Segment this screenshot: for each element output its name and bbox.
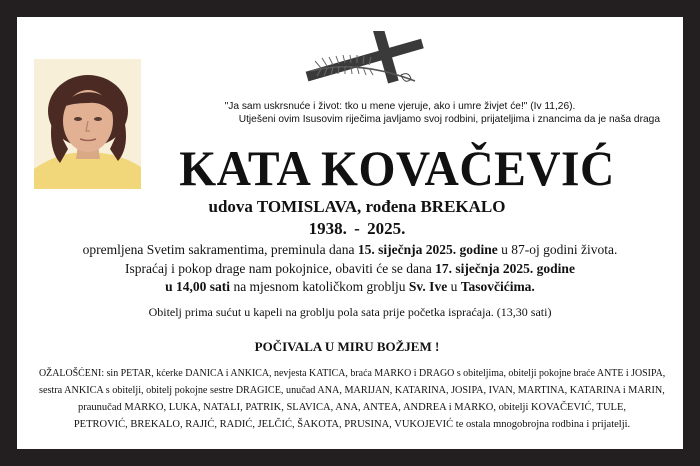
widow-maiden-name: udova TOMISLAVA, rođena BREKALO <box>208 197 506 216</box>
obituary-card <box>17 17 683 449</box>
mourners-line: PETROVIĆ, BREKALO, RAJIĆ, RADIĆ, JELČIĆ, ŠAKOTA, PRUSINA, VUKOJEVIĆ te ostala mnogobrojna rodbina i prijatelji. <box>73 419 631 430</box>
deceased-name: KATA KOVAČEVIĆ <box>179 140 615 196</box>
mourners-line: OŽALOŠĆENI: sin PETAR, kćerke DANICA i ANKICA, nevjesta KATICA, braća MARKO i DRAGO s obiteljima, obitelji pokojne braće ANTE i JOSIPA, <box>39 368 666 379</box>
mourners-list <box>39 365 665 433</box>
rest-in-peace: POČIVALA U MIRU BOŽJEM ! <box>254 339 440 354</box>
funeral-details <box>35 241 665 321</box>
bible-quote <box>140 100 660 126</box>
quote-line: "Ja sam uskrsnuće i život: tko u mene vjeruje, ako i umre živjet će!" (Iv 11,26). <box>224 101 576 112</box>
cross-with-palm-icon <box>297 31 433 91</box>
announcement-line: Utješeni ovim Isusovim riječima javljamo svoj rodbini, prijateljima i znancima da je naša draga <box>238 114 660 125</box>
funeral-date-line: Ispraćaj i pokop drage nam pokojnice, obaviti će se dana 17. siječnja 2025. godine <box>125 260 575 276</box>
condolences-line: Obitelj prima sućut u kapeli na groblju pola sata prije početka ispraćaja. (13,30 sati) <box>148 304 552 319</box>
portrait-photo <box>34 59 141 189</box>
life-years: 1938. - 2025. <box>308 219 406 238</box>
mourners-line: praunučad MARKO, LUKA, NATALI, PATRIK, SLAVICA, ANA, ANTEA, ANDREA i MARKO, obitelji KOVAČEVIĆ, TULE, <box>78 402 626 413</box>
mourners-line: sestra ANKICA s obitelji, obitelj pokojne sestre DRAGICE, unučad ANA, MARIJAN, KATARINA, JOSIPA, IVAN, MARTINA, KATARINA i MARIN, <box>39 385 665 396</box>
funeral-place-line: u 14,00 sati na mjesnom katoličkom groblju Sv. Ive u Tasovčićima. <box>165 279 535 294</box>
death-line: opremljena Svetim sakramentima, preminula dana 15. siječnja 2025. godine u 87-oj godini života. <box>82 242 618 257</box>
